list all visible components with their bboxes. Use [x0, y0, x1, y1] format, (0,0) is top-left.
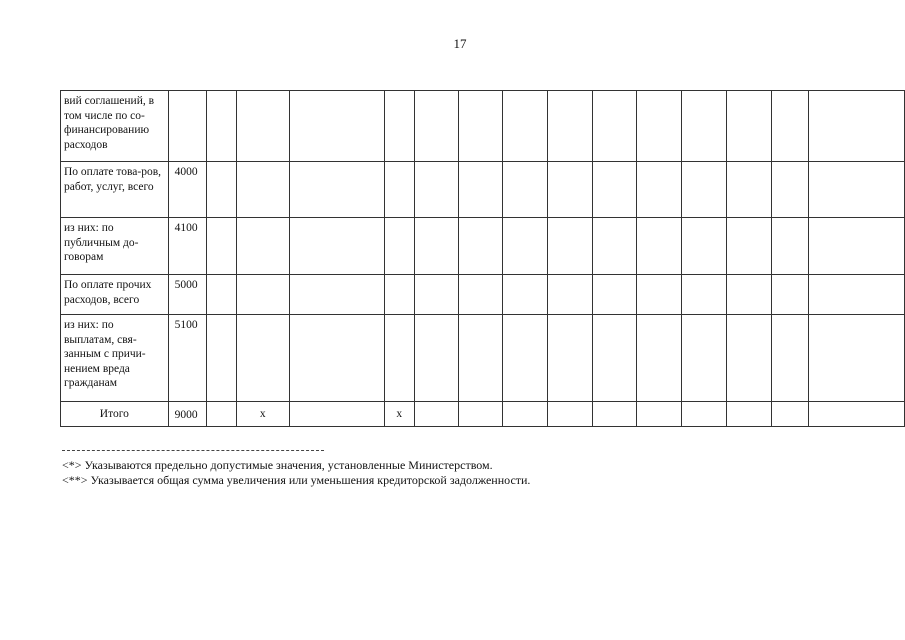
table-cell [236, 315, 289, 402]
table-cell [384, 275, 414, 315]
report-table-body [61, 91, 905, 427]
table-cell [236, 91, 289, 162]
table-cell [771, 218, 808, 275]
table-cell [415, 315, 459, 402]
table-cell [503, 218, 548, 275]
table-cell [592, 91, 636, 162]
table-cell [503, 162, 548, 218]
table-cell [236, 162, 289, 218]
table-cell [236, 275, 289, 315]
table-row [61, 91, 905, 162]
table-cell [681, 91, 726, 162]
table-cell [809, 91, 905, 162]
table-cell [503, 315, 548, 402]
table-cell [236, 218, 289, 275]
table-cell [415, 275, 459, 315]
row-label: вий соглашений, в том числе по со-финансированию расходов [61, 91, 169, 162]
table-cell [726, 162, 771, 218]
row-code: 4100 [168, 218, 207, 275]
table-cell [289, 402, 384, 427]
table-row [61, 162, 905, 218]
table-cell [207, 162, 236, 218]
table-cell [459, 402, 503, 427]
table-cell [548, 218, 593, 275]
table-cell [681, 218, 726, 275]
table-cell [503, 91, 548, 162]
table-cell [681, 402, 726, 427]
table-cell [548, 91, 593, 162]
table-cell [636, 315, 681, 402]
row-label: Итого [61, 402, 169, 427]
table-cell [415, 218, 459, 275]
row-label: По оплате прочих расходов, всего [61, 275, 169, 315]
row-code: 9000 [168, 402, 207, 427]
table-cell: x [236, 402, 289, 427]
table-cell [459, 275, 503, 315]
table-cell [636, 218, 681, 275]
table-cell [384, 315, 414, 402]
table-cell [592, 218, 636, 275]
table-row [61, 315, 905, 402]
table-cell [459, 91, 503, 162]
table-cell [503, 402, 548, 427]
table-cell [592, 275, 636, 315]
row-label: По оплате това-ров, работ, услуг, всего [61, 162, 169, 218]
table-cell [548, 162, 593, 218]
table-cell [636, 275, 681, 315]
table-cell [726, 402, 771, 427]
row-code [168, 91, 207, 162]
table-cell [207, 275, 236, 315]
table-cell [681, 162, 726, 218]
table-cell [207, 91, 236, 162]
table-cell [503, 275, 548, 315]
table-cell [207, 315, 236, 402]
table-cell [726, 218, 771, 275]
table-cell [289, 162, 384, 218]
table-cell [771, 91, 808, 162]
table-cell [592, 402, 636, 427]
table-cell [384, 91, 414, 162]
table-cell: x [384, 402, 414, 427]
table-cell [289, 315, 384, 402]
table-cell [548, 275, 593, 315]
row-code: 4000 [168, 162, 207, 218]
table-cell [289, 275, 384, 315]
table-cell [459, 162, 503, 218]
table-cell [289, 91, 384, 162]
table-row [61, 218, 905, 275]
table-cell [726, 315, 771, 402]
table-cell [592, 315, 636, 402]
table-cell [592, 162, 636, 218]
table-cell [548, 315, 593, 402]
table-cell [771, 275, 808, 315]
row-code: 5000 [168, 275, 207, 315]
table-row [61, 402, 905, 427]
footnote-2: <**> Указывается общая сумма увеличения или уменьшения кредиторской задолженности. [62, 473, 531, 487]
footnote-separator [62, 450, 324, 451]
table-cell [771, 315, 808, 402]
footnote-1: <*> Указываются предельно допустимые значения, установленные Министерством. [62, 458, 493, 472]
table-cell [681, 315, 726, 402]
table-cell [726, 91, 771, 162]
table-row [61, 275, 905, 315]
table-cell [415, 91, 459, 162]
table-cell [548, 402, 593, 427]
table-cell [809, 402, 905, 427]
report-table [60, 90, 905, 427]
table-cell [415, 162, 459, 218]
table-cell [771, 162, 808, 218]
table-cell [459, 218, 503, 275]
table-cell [809, 275, 905, 315]
table-cell [207, 218, 236, 275]
table-cell [636, 402, 681, 427]
table-cell [207, 402, 236, 427]
table-cell [809, 162, 905, 218]
table-cell [809, 218, 905, 275]
table-cell [636, 91, 681, 162]
table-cell [726, 275, 771, 315]
row-code: 5100 [168, 315, 207, 402]
table-cell [681, 275, 726, 315]
table-cell [771, 402, 808, 427]
table-cell [809, 315, 905, 402]
row-label: из них: по публичным до-говорам [61, 218, 169, 275]
page-number: 17 [453, 36, 467, 51]
table-cell [415, 402, 459, 427]
row-label: из них: по выплатам, свя-занным с причи-нением вреда гражданам [61, 315, 169, 402]
table-cell [636, 162, 681, 218]
table-cell [289, 218, 384, 275]
table-cell [384, 218, 414, 275]
table-cell [459, 315, 503, 402]
table-cell [384, 162, 414, 218]
